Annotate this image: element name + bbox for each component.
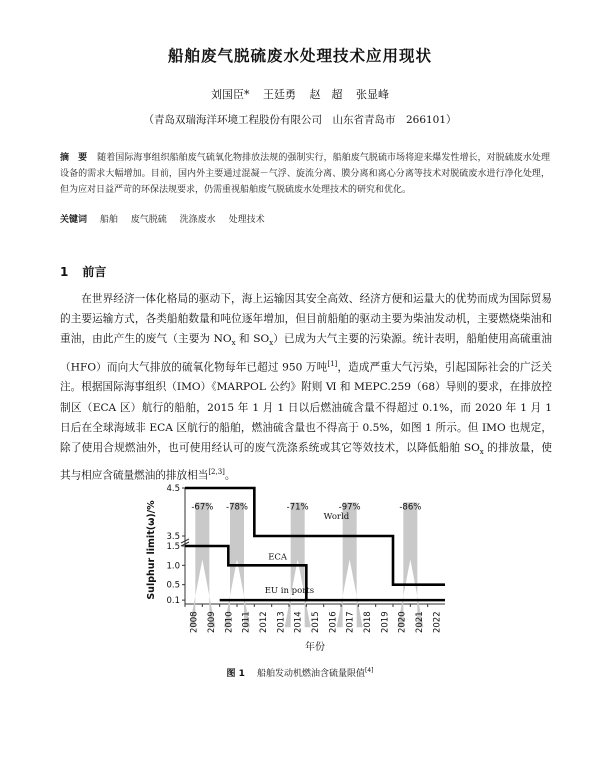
author-list — [0, 86, 600, 102]
body-paragraph — [60, 289, 552, 486]
keyword: 洗涤废水 — [179, 215, 216, 225]
figure-caption — [0, 666, 600, 679]
x-tick-label: 2020 — [397, 611, 408, 633]
reduction-label: -78% — [226, 502, 248, 513]
x-tick-label: 2016 — [328, 611, 339, 633]
x-axis-title: 年份 — [305, 642, 325, 653]
keyword: 废气脱硫 — [130, 215, 167, 225]
x-tick-label: 2012 — [259, 611, 269, 633]
author-2: 王廷勇 — [263, 88, 296, 101]
author-4: 张显峰 — [356, 88, 389, 101]
author-1: 刘国臣* — [211, 88, 250, 101]
x-tick-label: 2018 — [363, 611, 373, 633]
sulphur-limit-chart — [140, 478, 460, 658]
x-tick-label: 2009 — [207, 611, 217, 633]
citation[interactable]: [2,3] — [208, 468, 225, 477]
y-tick-label: 1.5 — [166, 542, 180, 552]
citation[interactable]: [1] — [327, 359, 338, 368]
body-text-6: 。 — [224, 469, 236, 482]
reduction-label: -97% — [338, 502, 361, 513]
author-3: 赵 超 — [309, 88, 343, 101]
x-tick-label: 2008 — [189, 611, 200, 633]
body-text-3: ）已成为大气主要的污染源。统计表明，船舶使用高硫重油（HFO）而向大气排放的硫氧化物每年已超过 950 万吨 — [60, 333, 552, 374]
body-text-5: 的排放量，使其与相应含硫量燃油的排放相当 — [60, 442, 552, 482]
y-tick-label: 4.5 — [166, 484, 180, 494]
keyword: 处理技术 — [228, 215, 265, 225]
subscript: x — [479, 448, 484, 457]
paper-title: 船舶废气脱硫废水处理技术应用现状 — [167, 47, 432, 65]
x-tick-label: 2013 — [276, 611, 287, 633]
y-axis-title: Sulphur limit(ω)/% — [146, 500, 157, 600]
subscript: x — [231, 339, 236, 348]
abstract — [60, 150, 550, 198]
series-label: ECA — [268, 552, 288, 563]
affiliation: （青岛双瑞海洋环境工程股份有限公司 山东省青岛市 266101） — [143, 114, 457, 126]
x-tick-label: 2017 — [345, 611, 356, 633]
section-title: 前言 — [82, 265, 107, 279]
reduction-label: -71% — [286, 502, 309, 513]
keywords — [60, 212, 550, 225]
body-text-4: ，造成严重大气污染，引起国际社会的广泛关注。根据国际海事组织（IMO）《MARPOL 公约》附则 Ⅵ 和 MEPC.259（68）导则的要求，在排放控制区（ECA 区）航行的船舶，2015 年 1 月 1 日以后燃油硫含量不得超过 0.1%，而 2020 年 1 月 1 日后在全球海域非 ECA 区航行的船舶，燃油硫含量也不得高于 0.5%，如图 1 所示。但 IMO 也规定，除了使用合规燃油外，也可使用经认可的废气洗涤系统或其它等效技术，以降低船舶 SO — [60, 361, 553, 455]
x-tick-label: 2011 — [241, 611, 252, 633]
x-tick-label: 2019 — [380, 611, 391, 633]
figure-number: 图 1 — [226, 669, 245, 679]
x-tick-label: 2014 — [293, 611, 304, 633]
body-text-1: 在世界经济一体化格局的驱动下，海上运输因其安全高效、经济方便和运量大的优势而成为国际贸易的主要运输方式，各类船舶数量和吨位逐年增加，但目前船舶的驱动主要为柴油发动机，主要燃烧柴油和重油，由此产生的废气（主要为 NO — [60, 293, 552, 346]
abstract-text: 随着国际海事组织船舶废气硫氧化物排放法规的强制实行，船舶废气脱硫市场将迎来爆发性增长，对脱硫废水处理设备的需求大幅增加。目前，国内外主要通过混凝－气浮、旋流分离、膜分离和离心分离等技术对脱硫废水进行净化处理，但为应对日益严苛的环保法规要求，仍需重视船舶废气脱硫废水处理技术的研究和优化。 — [60, 153, 550, 195]
reduction-arrow — [189, 502, 215, 627]
body-text-2: 和 SO — [235, 333, 270, 346]
x-tick-label: 2015 — [311, 611, 321, 633]
y-tick-label: 1.0 — [166, 561, 180, 572]
series-label: EU in ports — [264, 586, 315, 597]
series-label: World — [323, 512, 350, 523]
section-number: 1 — [60, 265, 69, 279]
section-heading — [60, 263, 106, 280]
keywords-label: 关键词 — [60, 215, 88, 225]
figure-caption-text: 船舶发动机燃油含硫量限值 — [256, 669, 365, 679]
keyword: 船舶 — [99, 215, 118, 225]
y-tick-label: 0.5 — [166, 580, 180, 591]
reduction-arrow — [397, 502, 423, 627]
reduction-label: -67% — [191, 502, 214, 513]
reduction-label: -86% — [399, 502, 422, 513]
x-tick-label: 2022 — [432, 611, 443, 633]
abstract-label: 摘 要 — [60, 153, 88, 163]
y-tick-label: 3.5 — [166, 532, 180, 542]
y-tick-label: 0.1 — [166, 596, 180, 607]
citation[interactable]: [4] — [364, 667, 374, 674]
x-tick-label: 2021 — [415, 611, 425, 633]
subscript: x — [269, 339, 274, 348]
x-tick-label: 2010 — [224, 611, 235, 633]
